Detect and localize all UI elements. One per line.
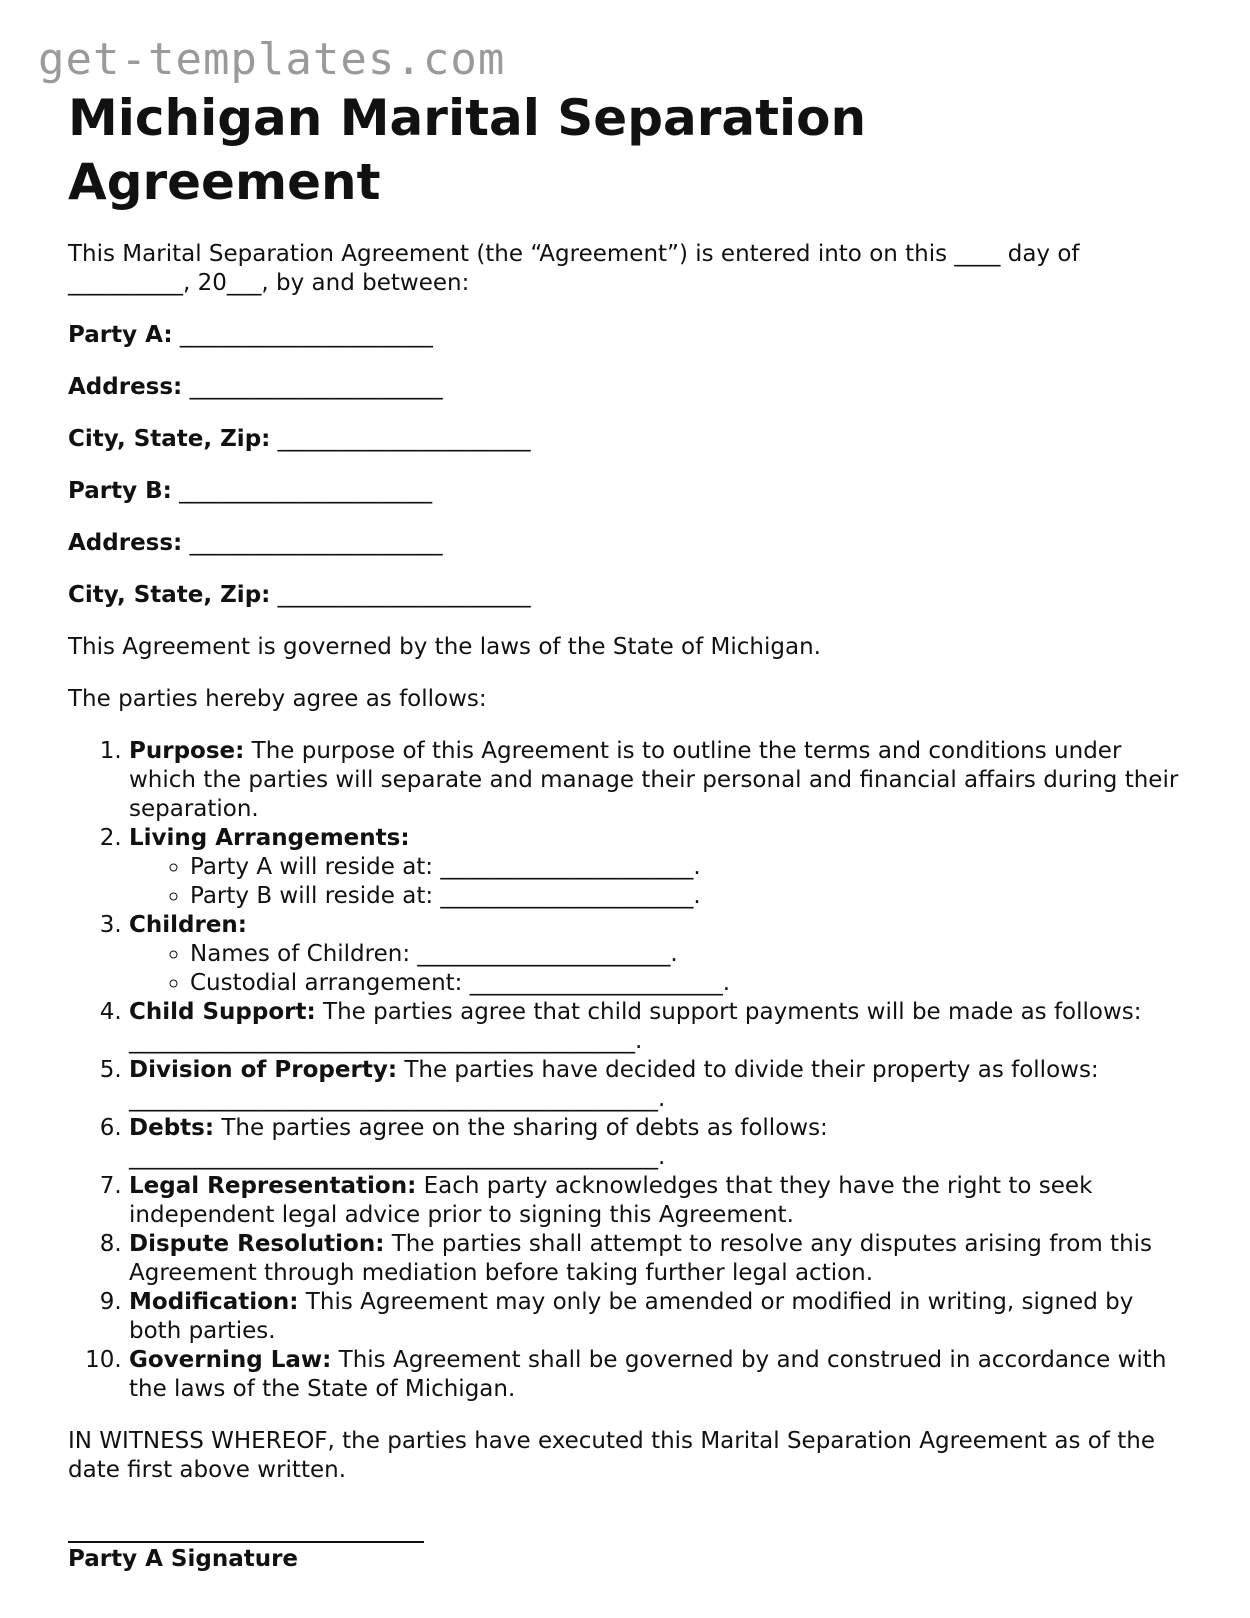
term-label: Governing Law: bbox=[129, 1347, 332, 1373]
governing-statement: This Agreement is governed by the laws of the State of Michigan. bbox=[68, 634, 821, 660]
term-division-of-property bbox=[129, 1056, 1183, 1114]
term-child-support bbox=[129, 998, 1183, 1056]
term-label: Legal Representation: bbox=[129, 1173, 417, 1199]
field-label: Address: bbox=[68, 374, 183, 400]
term-debts bbox=[129, 1114, 1183, 1172]
witness-paragraph: IN WITNESS WHEREOF, the parties have executed this Marital Separation Agreement as of the date first above written. bbox=[68, 1428, 1155, 1483]
term-purpose bbox=[129, 737, 1183, 824]
term-text[interactable]: The parties agree that child support payments will be made as follows: ____________________________________________. bbox=[129, 999, 1142, 1054]
signature-line[interactable] bbox=[68, 1525, 424, 1543]
party-b-field[interactable] bbox=[68, 477, 1183, 506]
field-blank: ______________________ bbox=[179, 478, 433, 504]
children-list bbox=[129, 940, 1183, 998]
term-text: Each party acknowledges that they have the right to seek independent legal advice prior to signing this Agreement. bbox=[129, 1173, 1093, 1228]
term-text: This Agreement may only be amended or modified in writing, signed by both parties. bbox=[129, 1289, 1134, 1344]
term-blank[interactable]: ______________________________________________. bbox=[129, 1144, 666, 1170]
party-a-field[interactable] bbox=[68, 321, 1183, 350]
term-label: Dispute Resolution: bbox=[129, 1231, 385, 1257]
field-blank: ______________________ bbox=[179, 322, 433, 348]
term-dispute-resolution bbox=[129, 1230, 1183, 1288]
document-title: Michigan Marital Separation Agreement bbox=[68, 89, 867, 211]
term-label: Children: bbox=[129, 912, 247, 938]
living-arrangements-list bbox=[129, 853, 1183, 911]
field-blank: ______________________ bbox=[189, 530, 443, 556]
children-names[interactable]: ◦ Names of Children: ______________________. bbox=[190, 940, 1183, 969]
term-living-arrangements bbox=[129, 824, 1183, 911]
party-b-address-field[interactable] bbox=[68, 529, 1183, 558]
party-b-residence[interactable]: ◦ Party B will reside at: ______________________. bbox=[190, 882, 1183, 911]
watermark: get-templates.com bbox=[38, 34, 506, 85]
term-legal-representation bbox=[129, 1172, 1183, 1230]
intro-paragraph: This Marital Separation Agreement (the “Agreement”) is entered into on this ____ day of __________, 20___, by and between: bbox=[68, 241, 1080, 296]
term-modification bbox=[129, 1288, 1183, 1346]
term-text: The purpose of this Agreement is to outline the terms and conditions under which the parties will separate and manage their personal and financial affairs during their separation. bbox=[129, 738, 1179, 822]
term-label: Living Arrangements: bbox=[129, 825, 410, 851]
field-blank: ______________________ bbox=[189, 374, 443, 400]
term-text: The parties have decided to divide their property as follows: bbox=[397, 1057, 1099, 1083]
field-label: Address: bbox=[68, 530, 183, 556]
term-text: This Agreement shall be governed by and construed in accordance with the laws of the State of Michigan. bbox=[129, 1347, 1167, 1402]
party-a-residence[interactable]: ◦ Party A will reside at: ______________________. bbox=[190, 853, 1183, 882]
party-a-address-field[interactable] bbox=[68, 373, 1183, 402]
document-page bbox=[68, 86, 1183, 1574]
signature-label: Party A Signature bbox=[68, 1546, 299, 1572]
party-a-city-field[interactable] bbox=[68, 425, 1183, 454]
field-blank: ______________________ bbox=[277, 426, 531, 452]
term-governing-law bbox=[129, 1346, 1183, 1404]
term-label: Division of Property: bbox=[129, 1057, 398, 1083]
term-text: The parties agree on the sharing of debts as follows: bbox=[214, 1115, 828, 1141]
field-blank: ______________________ bbox=[277, 582, 531, 608]
term-label: Purpose: bbox=[129, 738, 245, 764]
term-text: The parties shall attempt to resolve any disputes arising from this Agreement through mediation before taking further legal action. bbox=[129, 1231, 1153, 1286]
field-label: Party A: bbox=[68, 322, 173, 348]
custodial-arrangement[interactable]: ◦ Custodial arrangement: ______________________. bbox=[190, 969, 1183, 998]
field-label: City, State, Zip: bbox=[68, 582, 271, 608]
field-label: City, State, Zip: bbox=[68, 426, 271, 452]
terms-list bbox=[68, 737, 1183, 1404]
term-label: Child Support: bbox=[129, 999, 316, 1025]
agree-follows: The parties hereby agree as follows: bbox=[68, 686, 487, 712]
field-label: Party B: bbox=[68, 478, 172, 504]
term-blank[interactable]: ______________________________________________. bbox=[129, 1086, 666, 1112]
term-label: Modification: bbox=[129, 1289, 299, 1315]
party-b-city-field[interactable] bbox=[68, 581, 1183, 610]
term-label: Debts: bbox=[129, 1115, 215, 1141]
term-children bbox=[129, 911, 1183, 998]
